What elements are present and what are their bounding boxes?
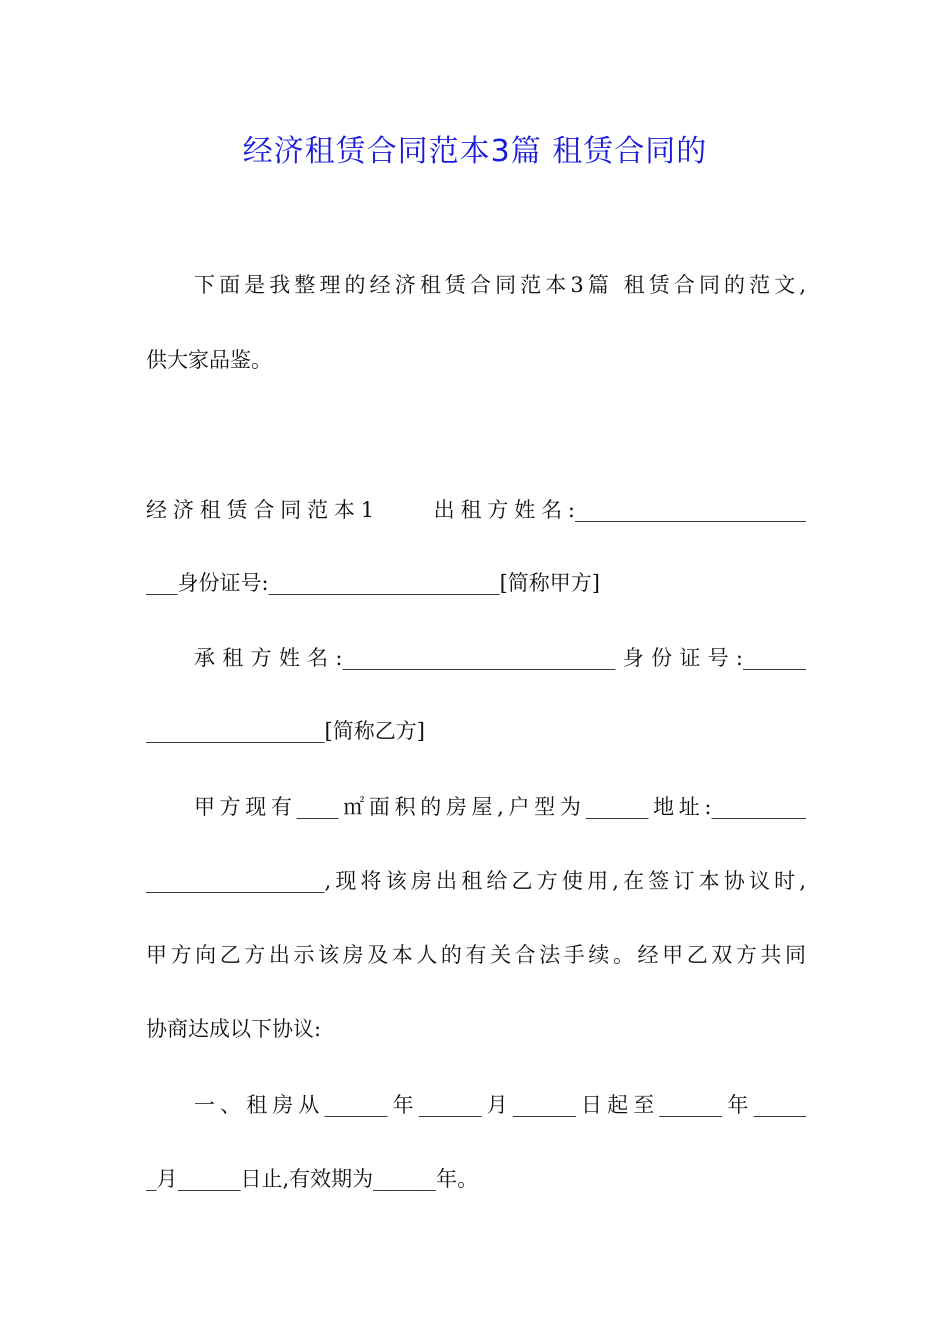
paragraph-line: _________________[简称乙方] [146, 719, 425, 743]
paragraph-line: 甲方向乙方出示该房及本人的有关合法手续。经甲乙双方共同 [146, 943, 806, 967]
paragraph-line: _月______日止,有效期为______年。 [146, 1167, 479, 1191]
paragraph-line: 下面是我整理的经济租赁合同范本3篇 租赁合同的范文, [194, 273, 806, 297]
document-title: 经济租赁合同范本3篇 租赁合同的 [242, 134, 708, 169]
paragraph-line: 供大家品鉴。 [146, 348, 272, 372]
paragraph-line: 协商达成以下协议: [146, 1017, 322, 1041]
paragraph-line: 一、租房从______年______月______日起至______年_____ [194, 1093, 806, 1117]
paragraph-line: 承租方姓名:__________________________身份证号:______ [194, 646, 806, 670]
paragraph-line: ___身份证号:______________________[简称甲方] [146, 571, 600, 595]
paragraph-line: 经济租赁合同范本1 出租方姓名:______________________ [146, 498, 806, 522]
paragraph-line: 甲方现有____㎡面积的房屋,户型为______地址:_________ [194, 795, 806, 819]
paragraph-line: _________________,现将该房出租给乙方使用,在签订本协议时, [146, 869, 806, 893]
